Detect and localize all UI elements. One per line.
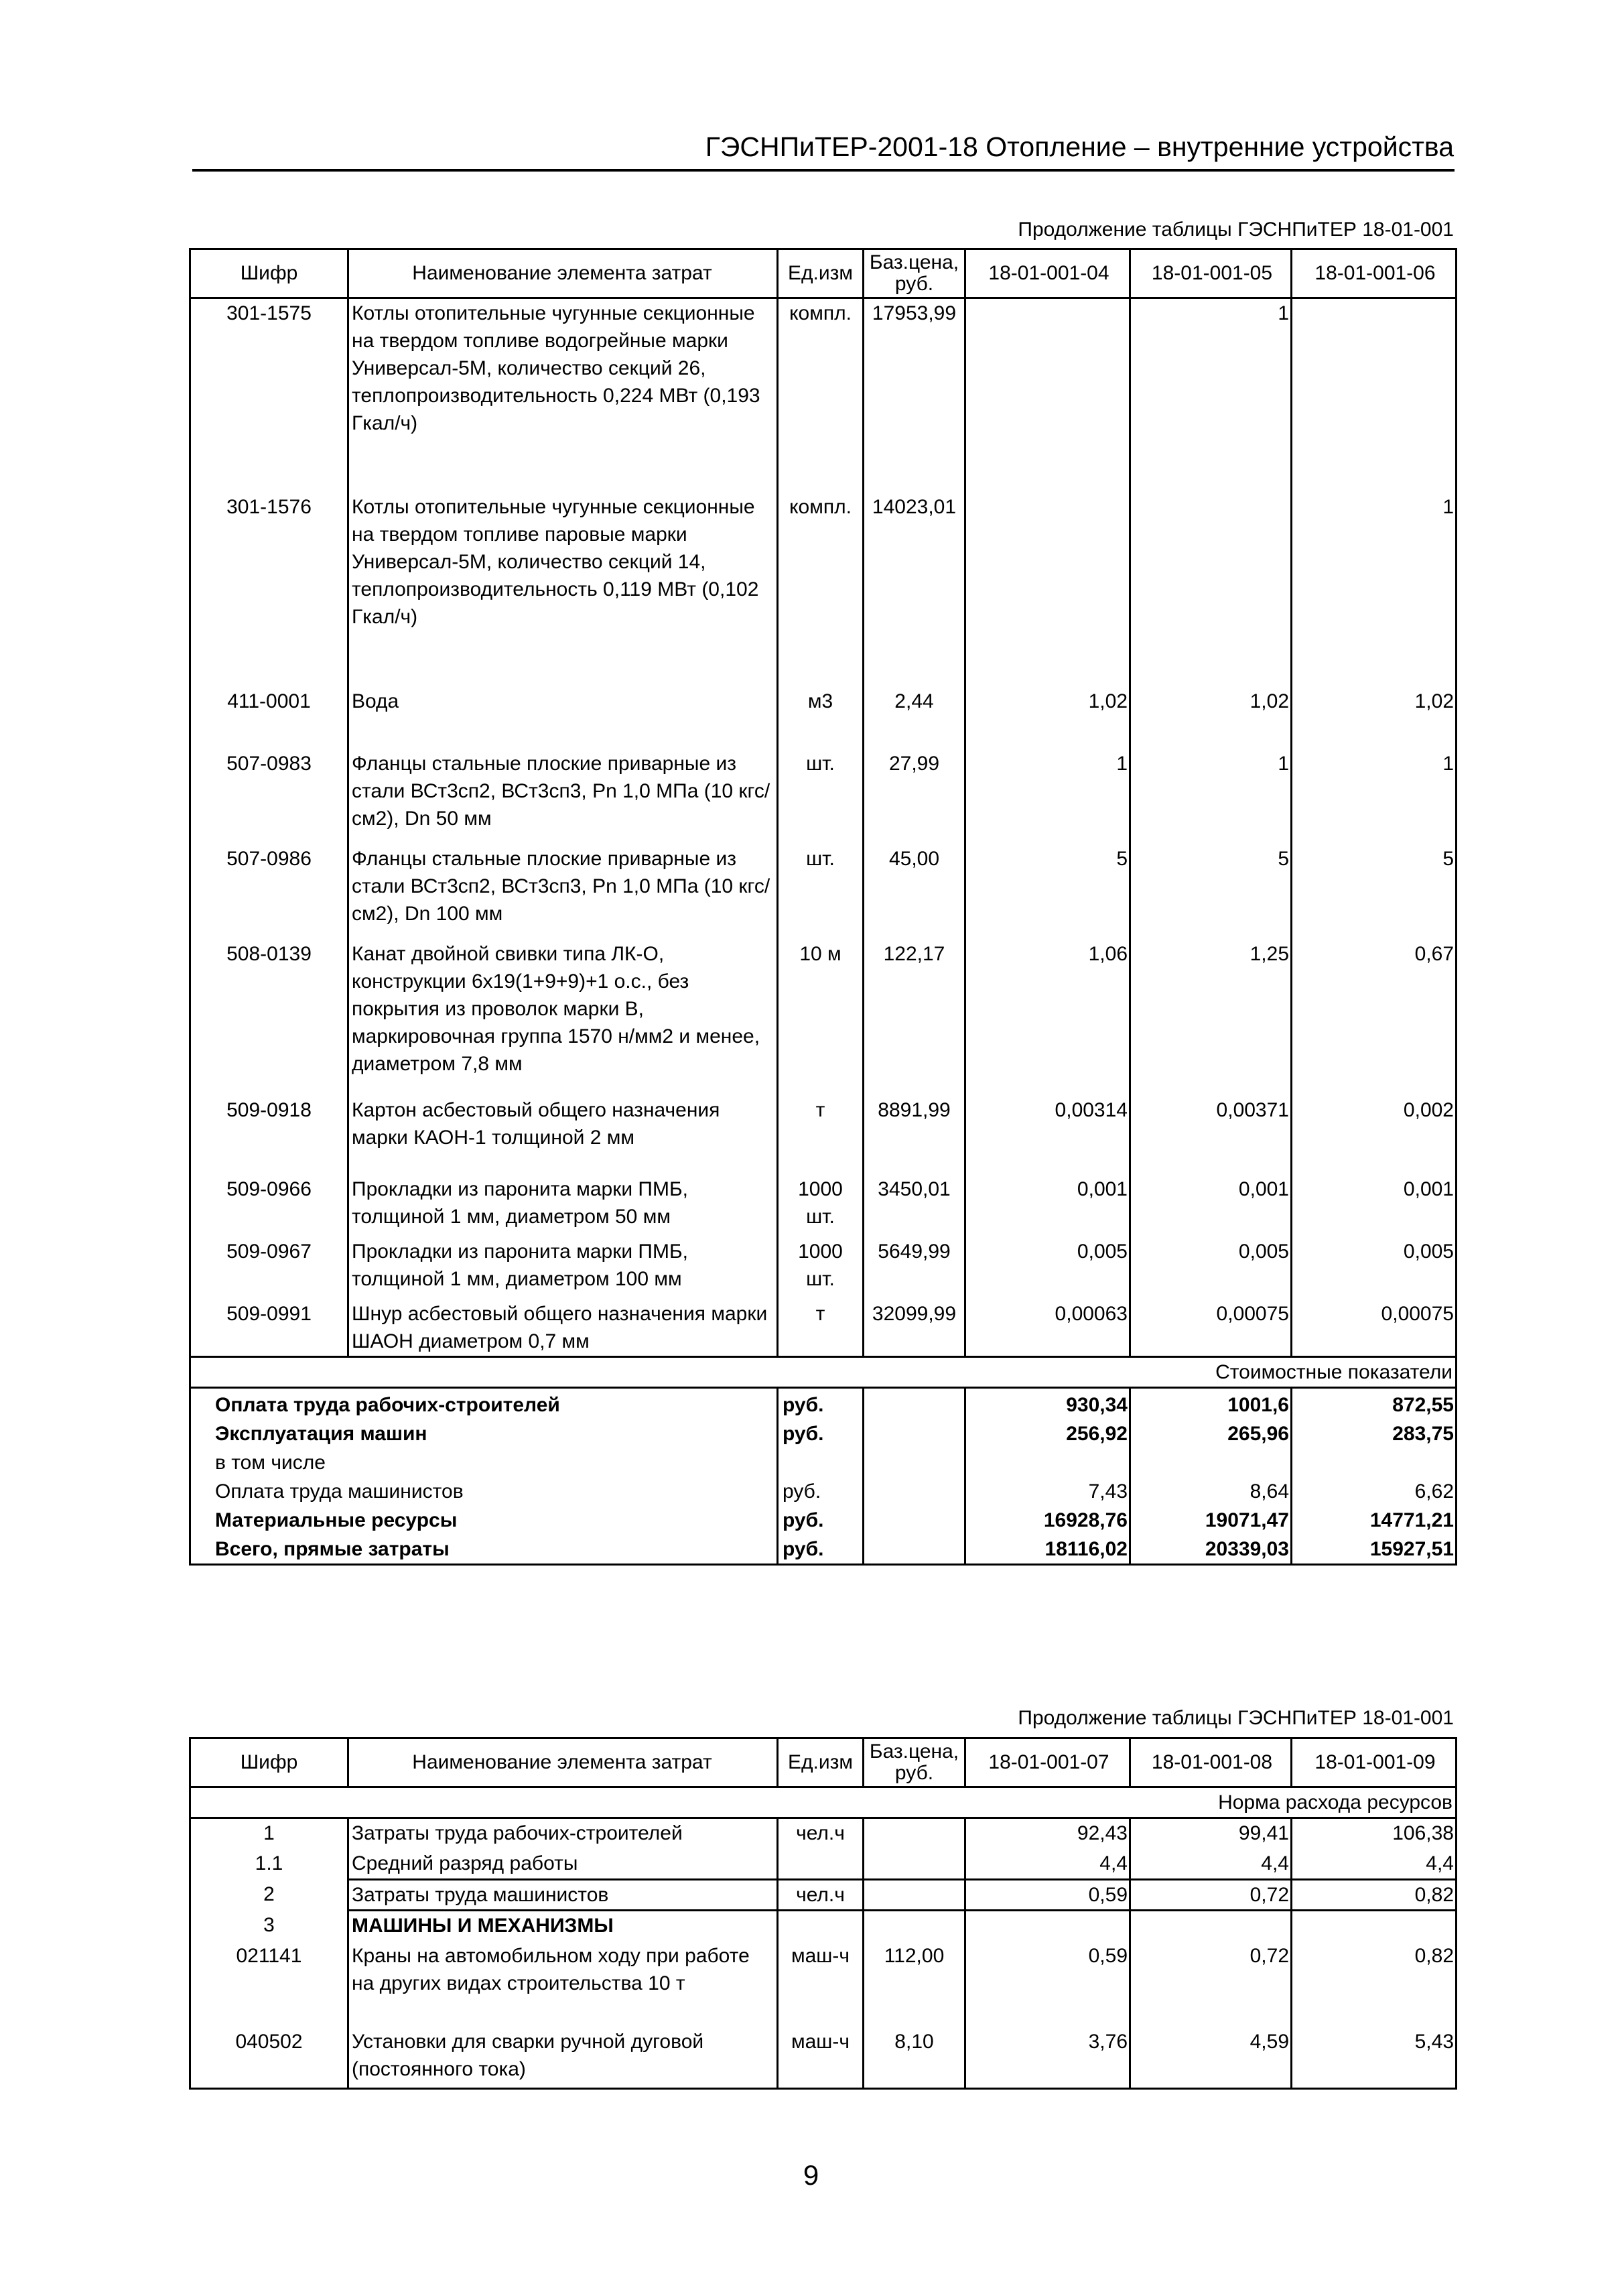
row-name: Котлы отопительные чугунные секционные на твердом топливе паровые марки Универсал-5М, количество секций 14, теплопроизводительность 0,119 МВт (0,102 Гкал/ч) [348, 493, 778, 687]
table-row [190, 1941, 1457, 2027]
row-name: Фланцы стальные плоские приварные из стали ВСт3сп2, ВСт3сп3, Pn 1,0 МПа (10 кгс/см2), Dn 100 мм [348, 844, 778, 940]
cost-unit: руб. [778, 1387, 864, 1419]
cost-unit: руб. [778, 1506, 864, 1535]
row-value-06: 0,67 [1292, 940, 1457, 1096]
table-row [190, 687, 1457, 749]
row-value-04: 0,00314 [965, 1096, 1130, 1175]
running-header: ГЭСНПиТЕР-2001-18 Отопление – внутренние устройства [705, 131, 1454, 162]
row-value-08: 4,59 [1130, 2027, 1292, 2089]
row-name: Котлы отопительные чугунные секционные на твердом топливе водогрейные марки Универсал-5М, количество секций 26, теплопроизводительность 0,224 МВт (0,193 Гкал/ч) [348, 298, 778, 493]
row-value-06: 0,002 [1292, 1096, 1457, 1175]
row-value-06: 1 [1292, 749, 1457, 844]
cost-value-04: 16928,76 [965, 1506, 1130, 1535]
row-value-06: 1 [1292, 493, 1457, 687]
row-value-06 [1292, 298, 1457, 493]
row-value-08: 0,72 [1130, 1880, 1292, 1911]
row-code: 509-0966 [226, 1177, 312, 1200]
row-value-05: 0,00075 [1130, 1299, 1292, 1357]
table2-header-row [190, 1738, 1457, 1787]
col-header-code: Шифр [190, 249, 348, 298]
cost-value-05: 265,96 [1130, 1419, 1292, 1448]
row-value-05: 0,00371 [1130, 1096, 1292, 1175]
row-unit: шт. [806, 847, 835, 870]
row-name: МАШИНЫ И МЕХАНИЗМЫ [348, 1911, 778, 1941]
row-unit: компл. [789, 495, 852, 518]
table-row [190, 1237, 1457, 1299]
row-name: Фланцы стальные плоские приварные из стали ВСт3сп2, ВСт3сп3, Pn 1,0 МПа (10 кгс/см2), Dn 50 мм [348, 749, 778, 844]
table-row [190, 1880, 1457, 1911]
row-code: 507-0983 [226, 752, 312, 775]
table-row [190, 1175, 1457, 1237]
row-price: 2,44 [864, 687, 965, 749]
row-name: Установки для сварки ручной дуговой (постоянного тока) [348, 2027, 778, 2089]
norm-section-row [190, 1787, 1457, 1818]
cost-value-05: 1001,6 [1130, 1387, 1292, 1419]
table-row [190, 940, 1457, 1096]
row-value-07: 0,59 [965, 1880, 1130, 1911]
row-value-07: 3,76 [965, 2027, 1130, 2089]
row-code: 021141 [236, 1944, 302, 1967]
row-code: 509-0991 [226, 1302, 312, 1325]
row-value-08 [1130, 1911, 1292, 1941]
row-name: Краны на автомобильном ходу при работе на других видах строительства 10 т [348, 1941, 778, 2027]
row-name: Затраты труда рабочих-строителей [348, 1818, 778, 1849]
row-name: Прокладки из паронита марки ПМБ, толщиной 1 мм, диаметром 50 мм [348, 1175, 778, 1237]
cost-value-06: 283,75 [1292, 1419, 1457, 1448]
table2 [189, 1737, 1457, 2090]
row-value-04 [965, 298, 1130, 493]
cost-row [190, 1448, 1457, 1477]
row-price [864, 1849, 965, 1880]
col-header-norm-07: 18-01-001-07 [965, 1738, 1130, 1787]
cost-row [190, 1506, 1457, 1535]
cost-value-04 [965, 1448, 1130, 1477]
row-name: Канат двойной свивки типа ЛК-О, конструкции 6х19(1+9+9)+1 о.с., без покрытия из проволок марки В, маркировочная группа 1570 н/мм2 и менее, диаметром 7,8 мм [348, 940, 778, 1096]
col-header-norm-08: 18-01-001-08 [1130, 1738, 1292, 1787]
row-unit: шт. [806, 752, 835, 775]
table-row [190, 1299, 1457, 1357]
col-header-price: Баз.цена, руб. [864, 249, 965, 298]
row-code: 507-0986 [226, 847, 312, 870]
row-value-08: 99,41 [1130, 1818, 1292, 1849]
row-value-06: 5 [1292, 844, 1457, 940]
row-value-09: 0,82 [1292, 1941, 1457, 2027]
row-code: 508-0139 [226, 942, 312, 965]
cost-row [190, 1477, 1457, 1506]
cost-label: Оплата труда рабочих-строителей [215, 1393, 560, 1416]
row-price: 45,00 [864, 844, 965, 940]
row-price: 8,10 [864, 2027, 965, 2089]
cost-unit: руб. [778, 1419, 864, 1448]
row-unit: 10 м [799, 942, 841, 965]
col-header-name: Наименование элемента затрат [348, 249, 778, 298]
cost-value-05: 8,64 [1130, 1477, 1292, 1506]
cost-price [864, 1506, 965, 1535]
table1-header-row [190, 249, 1457, 298]
row-price: 112,00 [864, 1941, 965, 2027]
row-unit: чел.ч [778, 1880, 864, 1911]
cost-price [864, 1419, 965, 1448]
row-code: 411-0001 [227, 690, 311, 712]
row-value-05 [1130, 493, 1292, 687]
page-number: 9 [803, 2159, 819, 2191]
row-value-09: 106,38 [1292, 1818, 1457, 1849]
row-value-05: 1 [1130, 298, 1292, 493]
row-value-09 [1292, 1911, 1457, 1941]
table-row [190, 749, 1457, 844]
cost-section-row [190, 1356, 1457, 1387]
row-name: Средний разряд работы [348, 1849, 778, 1880]
cost-label: Материальные ресурсы [215, 1509, 458, 1531]
row-value-04: 1,02 [965, 687, 1130, 749]
cost-value-06: 6,62 [1292, 1477, 1457, 1506]
cost-row [190, 1535, 1457, 1565]
row-price: 27,99 [864, 749, 965, 844]
row-price: 8891,99 [864, 1096, 965, 1175]
row-value-06: 0,001 [1292, 1175, 1457, 1237]
row-name: Затраты труда машинистов [348, 1880, 778, 1911]
table1 [189, 248, 1457, 1566]
cost-value-06: 15927,51 [1292, 1535, 1457, 1565]
table-row [190, 493, 1457, 687]
cost-price [864, 1387, 965, 1419]
table-row [190, 1911, 1457, 1941]
row-price [864, 1880, 965, 1911]
row-value-09: 5,43 [1292, 2027, 1457, 2089]
cost-value-05: 20339,03 [1130, 1535, 1292, 1565]
cost-row [190, 1387, 1457, 1419]
row-value-06: 0,005 [1292, 1237, 1457, 1299]
cost-label: в том числе [215, 1451, 326, 1474]
row-code: 509-0967 [226, 1240, 312, 1263]
col-header-price: Баз.цена, руб. [864, 1738, 965, 1787]
row-value-07: 0,59 [965, 1941, 1130, 2027]
row-value-04: 0,005 [965, 1237, 1130, 1299]
cost-value-04: 930,34 [965, 1387, 1130, 1419]
header-rule [192, 169, 1455, 172]
table1-continuation-note: Продолжение таблицы ГЭСНПиТЕР 18-01-001 [1018, 218, 1454, 241]
row-code: 1.1 [255, 1852, 283, 1874]
row-value-06: 0,00075 [1292, 1299, 1457, 1357]
row-code: 301-1575 [226, 302, 312, 324]
cost-label: Всего, прямые затраты [215, 1537, 450, 1560]
row-value-09: 4,4 [1292, 1849, 1457, 1880]
row-unit: маш-ч [791, 1944, 850, 1967]
cost-label: Эксплуатация машин [215, 1422, 427, 1445]
table2-continuation-note: Продолжение таблицы ГЭСНПиТЕР 18-01-001 [1018, 1707, 1454, 1729]
row-value-04: 5 [965, 844, 1130, 940]
cost-value-06: 14771,21 [1292, 1506, 1457, 1535]
col-header-norm-04: 18-01-001-04 [965, 249, 1130, 298]
cost-label: Оплата труда машинистов [215, 1480, 464, 1503]
row-unit: маш-ч [791, 2030, 850, 2053]
row-price: 32099,99 [864, 1299, 965, 1357]
row-value-08: 4,4 [1130, 1849, 1292, 1880]
row-value-04: 0,00063 [965, 1299, 1130, 1357]
row-price: 14023,01 [864, 493, 965, 687]
row-value-05: 0,001 [1130, 1175, 1292, 1237]
norm-section-label: Норма расхода ресурсов [190, 1787, 1457, 1818]
row-name: Прокладки из паронита марки ПМБ, толщиной 1 мм, диаметром 100 мм [348, 1237, 778, 1299]
col-header-unit: Ед.изм [778, 249, 864, 298]
row-value-07: 4,4 [965, 1849, 1130, 1880]
row-value-07 [965, 1911, 1130, 1941]
row-price: 5649,99 [864, 1237, 965, 1299]
cost-price [864, 1448, 965, 1477]
row-name: Картон асбестовый общего назначения марки КАОН-1 толщиной 2 мм [348, 1096, 778, 1175]
row-code: 509-0918 [226, 1098, 312, 1121]
row-unit [778, 1911, 864, 1941]
row-value-04: 0,001 [965, 1175, 1130, 1237]
table-row [190, 1849, 1457, 1880]
table-row [190, 844, 1457, 940]
row-unit: 1000 шт. [798, 1177, 843, 1228]
row-unit: компл. [789, 302, 852, 324]
cost-unit [778, 1448, 864, 1477]
row-price [864, 1911, 965, 1941]
row-value-04: 1 [965, 749, 1130, 844]
row-value-05: 5 [1130, 844, 1292, 940]
table-row [190, 1096, 1457, 1175]
row-unit: т [815, 1098, 825, 1121]
row-value-09: 0,82 [1292, 1880, 1457, 1911]
col-header-code: Шифр [190, 1738, 348, 1787]
cost-value-05: 19071,47 [1130, 1506, 1292, 1535]
col-header-norm-06: 18-01-001-06 [1292, 249, 1457, 298]
cost-value-05 [1130, 1448, 1292, 1477]
row-value-05: 0,005 [1130, 1237, 1292, 1299]
cost-row [190, 1419, 1457, 1448]
cost-unit: руб. [778, 1477, 864, 1506]
cost-value-04: 18116,02 [965, 1535, 1130, 1565]
row-name: Вода [348, 687, 778, 749]
row-code: 040502 [235, 2030, 303, 2053]
row-value-04: 1,06 [965, 940, 1130, 1096]
table-row [190, 1818, 1457, 1849]
row-value-06: 1,02 [1292, 687, 1457, 749]
cost-value-06: 872,55 [1292, 1387, 1457, 1419]
cost-price [864, 1477, 965, 1506]
row-value-05: 1,02 [1130, 687, 1292, 749]
row-code: 3 [263, 1913, 275, 1936]
row-name: Шнур асбестовый общего назначения марки ШАОН диаметром 0,7 мм [348, 1299, 778, 1357]
cost-value-04: 7,43 [965, 1477, 1130, 1506]
col-header-unit: Ед.изм [778, 1738, 864, 1787]
row-price: 17953,99 [864, 298, 965, 493]
row-code: 2 [263, 1883, 275, 1905]
row-value-05: 1,25 [1130, 940, 1292, 1096]
row-value-07: 92,43 [965, 1818, 1130, 1849]
cost-value-04: 256,92 [965, 1419, 1130, 1448]
row-unit: т [815, 1302, 825, 1325]
cost-price [864, 1535, 965, 1565]
row-unit: м3 [807, 690, 833, 712]
row-code: 1 [263, 1822, 275, 1844]
row-price [864, 1818, 965, 1849]
table-row [190, 298, 1457, 493]
row-code: 301-1576 [226, 495, 312, 518]
cost-value-06 [1292, 1448, 1457, 1477]
cost-unit: руб. [778, 1535, 864, 1565]
row-price: 3450,01 [864, 1175, 965, 1237]
row-value-05: 1 [1130, 749, 1292, 844]
row-value-04 [965, 493, 1130, 687]
row-value-08: 0,72 [1130, 1941, 1292, 2027]
row-unit: 1000 шт. [798, 1240, 843, 1290]
col-header-norm-05: 18-01-001-05 [1130, 249, 1292, 298]
table-row [190, 2027, 1457, 2089]
col-header-norm-09: 18-01-001-09 [1292, 1738, 1457, 1787]
row-unit: чел.ч [796, 1822, 845, 1844]
cost-section-label: Стоимостные показатели [190, 1356, 1457, 1387]
col-header-name: Наименование элемента затрат [348, 1738, 778, 1787]
row-price: 122,17 [864, 940, 965, 1096]
row-unit [778, 1849, 864, 1880]
